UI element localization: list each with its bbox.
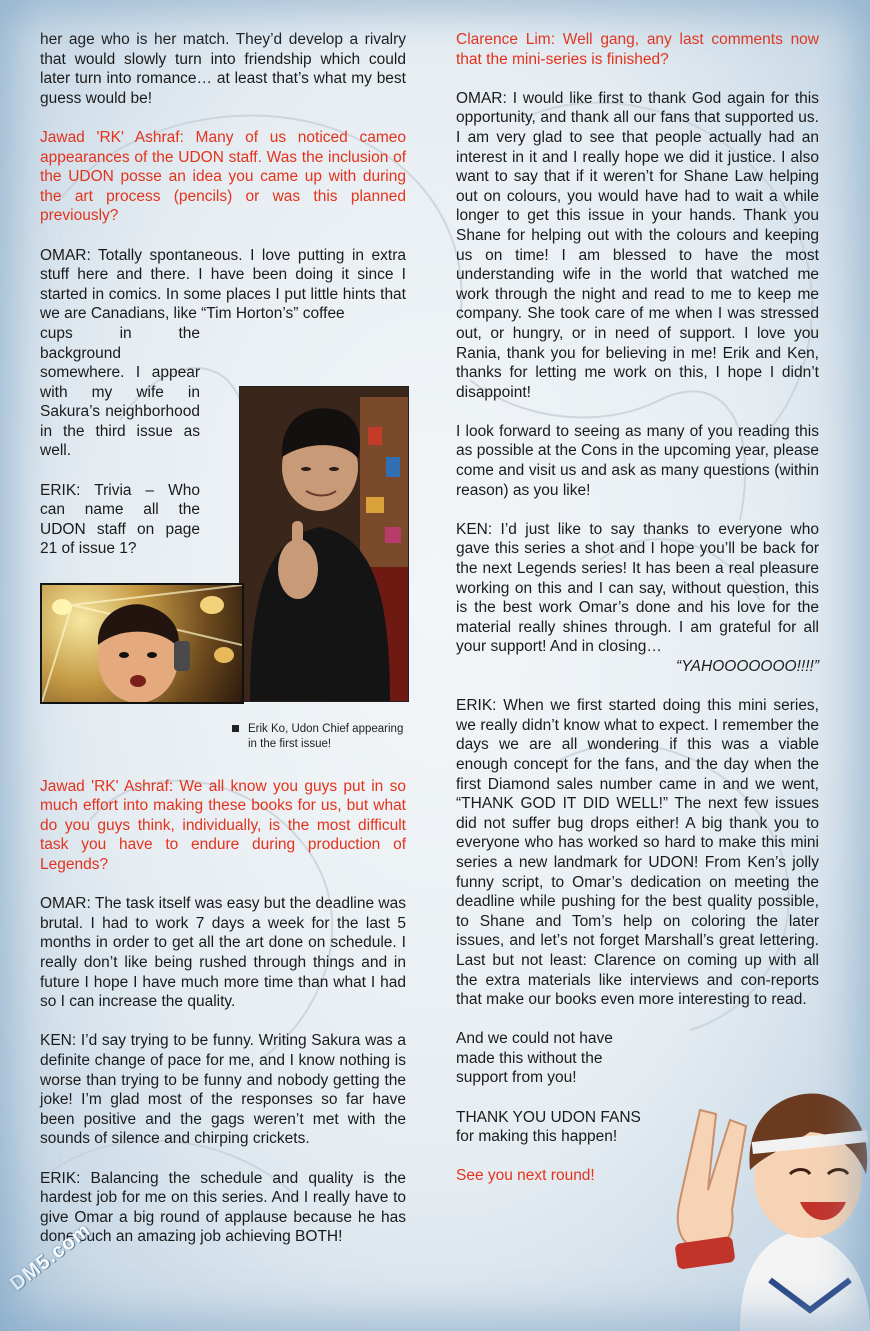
omar-last-comments: OMAR: I would like first to thank God again for this opportunity, and thank all our fans that supported us. I am very glad to see that people actually had an interest in it and I really hope we did it justice. I also want to say that if it weren’t for Shane Law helping out on colours, you would have had to wait a while longer to get this issue in your hands. Thank you Shane for helping out with the colours and keeping us on time! I am blessed to have the most understanding wife in the world that watched me work through the night and read to me to keep me company. She took care of me when I was stressed out, or hungry, or in need of support. I love you Rania, thank you for believing in me! Erik and Ken, thanks for letting me work on this, I hope I didn’t disappoint! (456, 89, 819, 401)
omar-answer-cameo-continued: cups in the background somewhere. I appear with my wife in Sakura’s neighborhood in the third issue as well. (40, 324, 200, 460)
question-last-comments: Clarence Lim: Well gang, any last comments now that the mini-series is finished? (456, 31, 819, 68)
intro-paragraph: her age who is her match. They’d develop a rivalry that would slowly turn into friendship which could later turn into romance… at least that’s what my best guess would be! (40, 31, 406, 107)
see-you-next-round: See you next round! (456, 1167, 595, 1185)
thank-you-subtitle: for making this happen! (456, 1128, 618, 1146)
sakura-character-illustration (640, 1050, 870, 1331)
ken-answer-difficult: KEN: I’d say trying to be funny. Writing Sakura was a definite change of pace for me, and I know nothing is worse than trying to be funny and nobody getting the joke! I’m glad most of the responses so far have been positive and the gags weren’t met with the sounds of silence and chirping crickets. (40, 1032, 406, 1148)
erik-last-comments: ERIK: When we first started doing this mini series, we really didn’t know what to expect. I remember the days we are all wondering if this was a viable enough concept for the fans, and the day when the first Diamond sales number came in and we went, “THANK GOD IT DID WELL!” The next few issues did not suffer bug drops either! A big thank you to everyone who has worked so hard to make this mini series a new landmark for UDON! From Ken’s jolly funny script, to Omar’s dedication on meeting the deadline while pushing for the best quality possible, to Shane and Tom’s help on coloring the later issues, and let’s not forget Marshall’s great lettering. Last but not least: Clarence on coming up with all the extra materials like interviews and con-reports that make our books even more interesting to read. (456, 697, 819, 1009)
question-cameo: Jawad 'RK' Ashraf: Many of us noticed cameo appearances of the UDON staff. Was the inclusion of the UDON posse an idea you came up with during the art process (pencils) or was this planned previously? (40, 128, 406, 225)
erik-trivia: ERIK: Trivia – Who can name all the UDON staff on page 21 of issue 1? (40, 481, 200, 558)
erik-answer-difficult: ERIK: Balancing the schedule and quality is the hardest job for me on this series. And I really have to give Omar a big round of applause because he has done such an amazing job achieving BOTH! (40, 1169, 406, 1246)
caption-text: Erik Ko, Udon Chief appearing in the first issue! (248, 723, 404, 750)
ken-last-comments: KEN: I’d just like to say thanks to everyone who gave this series a shot and I hope you’ll be back for the next Legends series! It has been a real pleasure working on this and I can say, without question, this is the best work Omar’s done and his love for the material really shines through. I am grateful for all your support! And in closing… (456, 520, 819, 656)
omar-last-comments-continued: I look forward to seeing as many of you reading this as possible at the Cons in the upcoming year, please come and visit us and ask as many questions (within reason) as you like! (456, 422, 819, 499)
erik-support-note: And we could not have made this without the support from you! (456, 1030, 613, 1087)
omar-answer-cameo: OMAR: Totally spontaneous. I love putting in extra stuff here and there. I have been doing it since I started in comics. In some places I put little hints that we are Canadians, like “Tim Horton’s” coffee (40, 246, 406, 323)
ken-yahoo: “YAHOOOOOOO!!!!” (676, 658, 819, 675)
site-watermark: DM5.com (6, 1218, 96, 1296)
thank-you-title: THANK YOU UDON FANS (456, 1108, 641, 1126)
right-column (456, 30, 819, 1206)
question-difficult-task: Jawad 'RK' Ashraf: We all know you guys put in so much effort into making these books for us, but what do you guys think, individually, is the most difficult task you have to endure during production of Legends? (40, 777, 406, 873)
omar-answer-difficult: OMAR: The task itself was easy but the deadline was brutal. I had to work 7 days a week for the last 5 months in order to get all the art done on schedule. I really don’t like being rushed through things and in future I hope I have much more time than what I had so I can increase the quality. (40, 895, 406, 1011)
photo-spacer (40, 579, 406, 777)
left-column (40, 30, 406, 1266)
